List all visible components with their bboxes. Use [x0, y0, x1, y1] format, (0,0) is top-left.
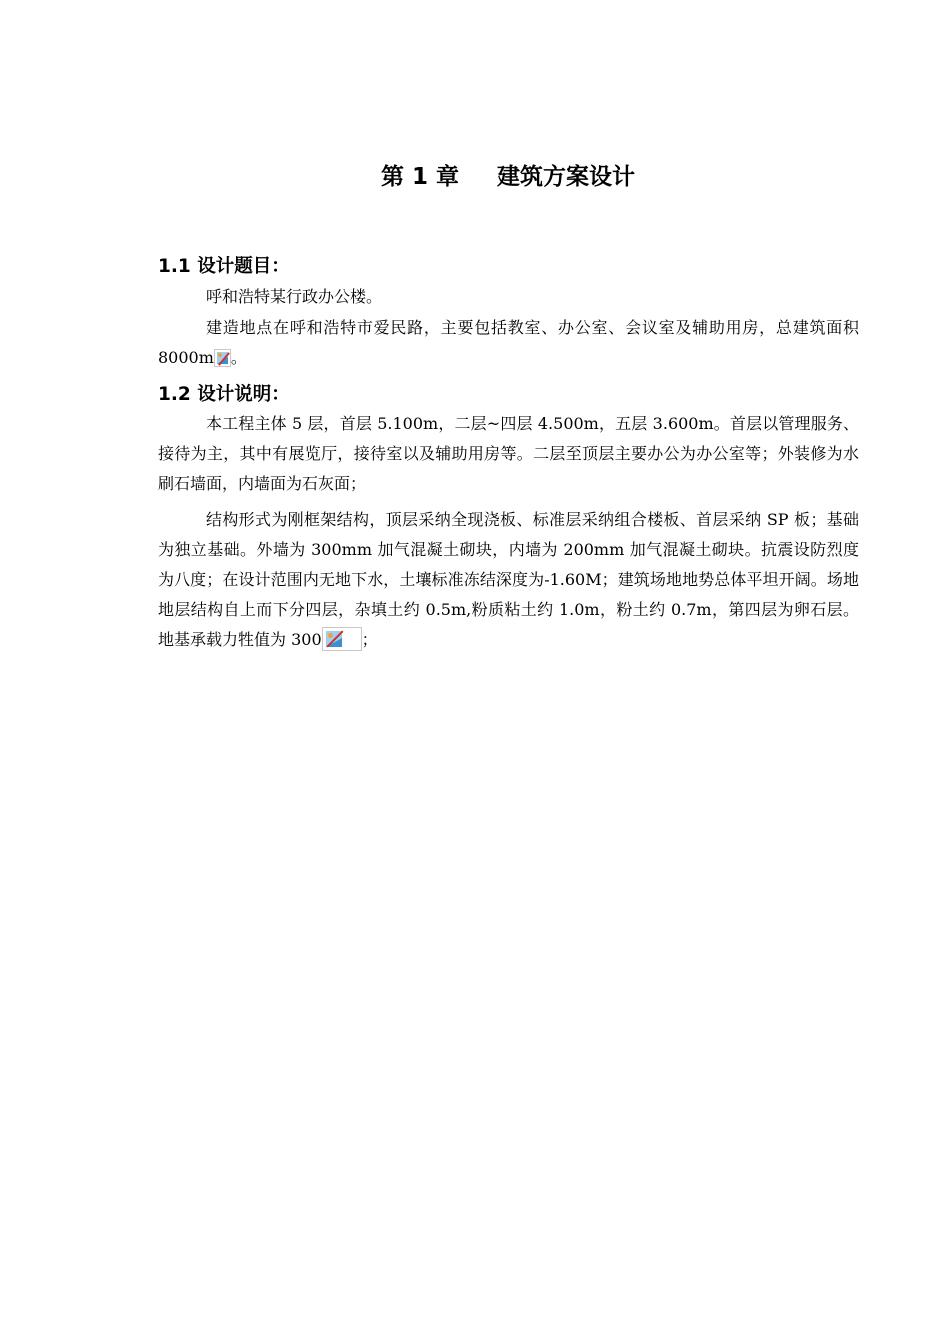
paragraph-text-end: ； [361, 630, 378, 649]
paragraph-site-location [158, 313, 859, 373]
broken-image-icon [214, 349, 231, 367]
paragraph-text: 结构形式为刚框架结构，顶层采纳全现浇板、标准层采纳组合楼板、首层采纳 SP 板；基础为独立基础。外墙为 300mm 加气混凝土砌块，内墙为 200mm 加气混凝土砌块。抗震设防烈度为八度；在设计范围内无地下水，土壤标准冻结深度为-1.60M；建筑场地地势总体平坦开阔。场地地层结构自上而下分四层，杂填土约 0.5m,粉质粘土约 1.0m，粉土约 0.7m，第四层为卵石层。地基承载力牲值为 300 [158, 510, 859, 649]
chapter-name: 建筑方案设计 [497, 164, 636, 190]
chapter-title [0, 158, 950, 191]
paragraph-text: 呼和浩特某行政办公楼。 [206, 287, 383, 306]
chapter-number: 第 1 章 [380, 164, 460, 190]
broken-image-icon [322, 627, 362, 651]
paragraph-text: 建造地点在呼和浩特市爱民路，主要包括教室、办公室、会议室及辅助用房，总建筑面积 8000m [158, 318, 859, 367]
paragraph-building-overview [158, 409, 859, 499]
paragraph-structure [158, 505, 859, 655]
section-heading-1-1: 1.1 设计题目： [158, 256, 290, 277]
paragraph-design-topic [158, 282, 859, 312]
paragraph-text: 本工程主体 5 层，首层 5.100m，二层~四层 4.500m，五层 3.600m。首层以管理服务、接待为主，其中有展览厅，接待室以及辅助用房等。二层至顶层主要办公为办公室等；外装修为水刷石墙面，内墙面为石灰面； [158, 414, 859, 493]
paragraph-text-end: 。 [230, 348, 247, 367]
section-heading-1-2: 1.2 设计说明： [158, 384, 290, 405]
